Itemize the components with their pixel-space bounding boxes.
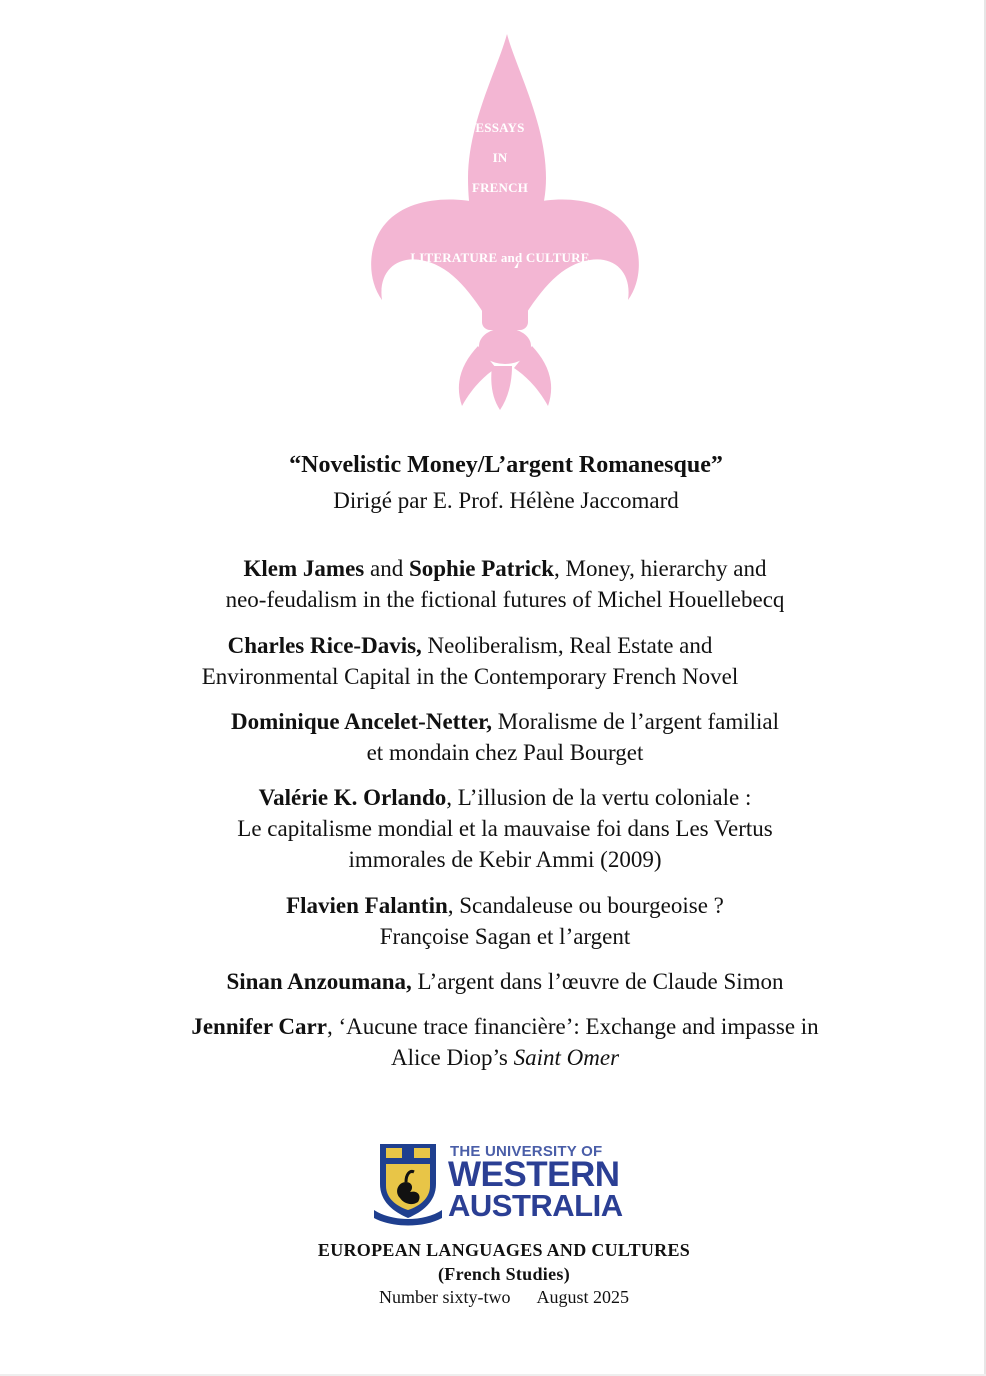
university-name-line3: AUSTRALIA (448, 1188, 623, 1223)
article-title: L’argent dans l’œuvre de Claude Simon (411, 969, 784, 994)
university-name-line1: THE UNIVERSITY OF (450, 1143, 603, 1160)
issue-title: “Novelistic Money/L’argent Romanesque” (289, 452, 723, 478)
article-title: Le capitalisme mondial et la mauvaise foi dans Les Vertus (237, 816, 773, 841)
university-name-line2: WESTERN (448, 1155, 620, 1194)
emblem-line-essays: ESSAYS (475, 120, 525, 135)
article-entry (160, 782, 850, 875)
article-title: , L’illusion de la vertu coloniale : (446, 785, 752, 810)
article-title-film: Saint Omer (513, 1045, 620, 1070)
article-title: , Scandaleuse ou bourgeoise ? (447, 893, 724, 918)
article-connector: and (364, 556, 409, 581)
article-author: Klem James (243, 556, 365, 581)
article-entry (160, 966, 850, 997)
article-entry (160, 706, 850, 768)
article-author: Sinan Anzoumana, (226, 969, 412, 994)
article-author: Dominique Ancelet-Netter, (230, 709, 493, 734)
article-title: neo-feudalism in the fictional futures of Michel Houellebecq (225, 587, 785, 612)
issue-info (0, 1287, 986, 1308)
article-author: Valérie K. Orlando (258, 785, 447, 810)
issue-number: Number sixty-two (379, 1287, 511, 1307)
article-title: , ‘Aucune trace financière’: Exchange and impasse in (326, 1014, 819, 1039)
article-entry (150, 1011, 860, 1073)
article-title: Moralisme de l’argent familial (492, 709, 780, 734)
department-name: EUROPEAN LANGUAGES AND CULTURES (317, 1240, 691, 1260)
article-title: et mondain chez Paul Bourget (366, 740, 644, 765)
article-title: immorales de Kebir Ammi (2009) (348, 847, 662, 872)
fleur-de-lis-icon (350, 28, 650, 418)
article-entry (160, 890, 850, 952)
article-title: , Money, hierarchy and (554, 556, 767, 581)
article-author: Flavien Falantin (286, 893, 448, 918)
article-author: Sophie Patrick (408, 556, 554, 581)
article-entry (160, 553, 850, 615)
article-title: Environmental Capital in the Contemporary French Novel (201, 664, 739, 689)
article-title: Alice Diop’s (390, 1045, 514, 1070)
fleur-de-lis-emblem (350, 28, 650, 418)
article-title: Neoliberalism, Real Estate and (421, 633, 713, 658)
article-author: Charles Rice-Davis, (227, 633, 422, 658)
issue-date: August 2025 (536, 1287, 629, 1307)
article-title: Françoise Sagan et l’argent (379, 924, 631, 949)
emblem-line-french: FRENCH (471, 180, 529, 195)
emblem-line-in: IN (492, 150, 508, 165)
emblem-line-literature: LITERATURE and CULTURE (410, 250, 590, 265)
issue-editor: Dirigé par E. Prof. Hélène Jaccomard (333, 488, 679, 513)
university-logo (372, 1140, 623, 1226)
article-entry (150, 630, 790, 692)
subdepartment-name: (French Studies) (438, 1264, 570, 1284)
article-author: Jennifer Carr (191, 1014, 327, 1039)
